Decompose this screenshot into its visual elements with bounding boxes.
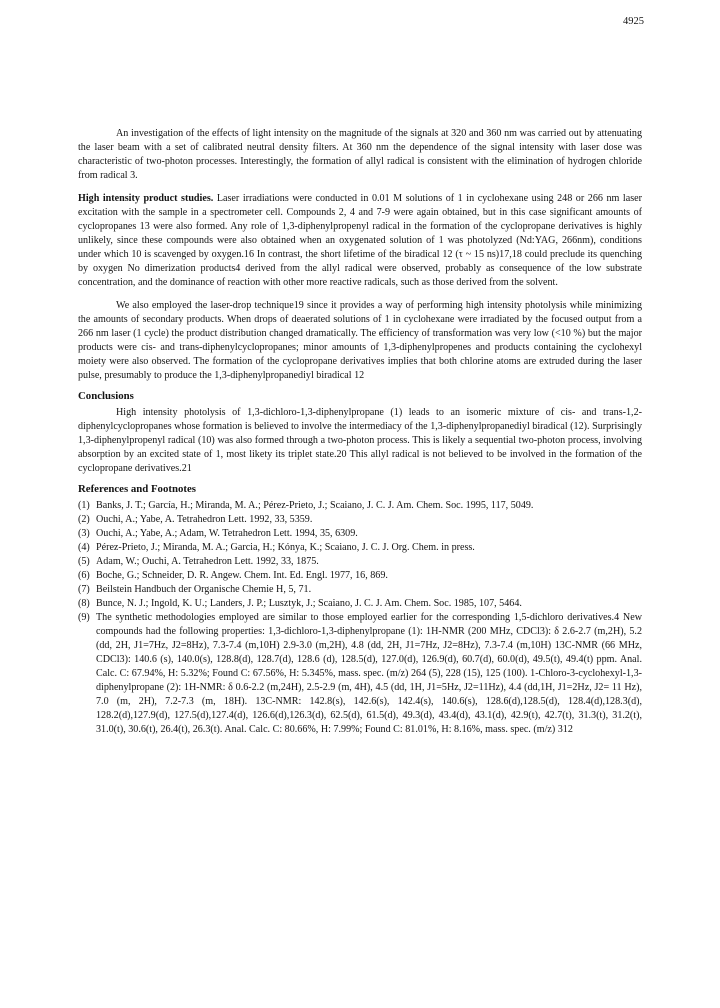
section-heading-high-intensity: High intensity product studies.	[78, 193, 214, 204]
reference-number: (3)	[78, 528, 90, 539]
reference-text: Bunce, N. J.; Ingold, K. U.; Landers, J. P.; Lusztyk, J.; Scaiano, J. C. J. Am. Chem. Soc. 1985, 107, 5464.	[96, 598, 522, 609]
paragraph-laser-drop: We also employed the laser-drop technique19 since it provides a way of performing high intensity photolysis while minimizing the amounts of secondary products. When drops of deaerated solutions of 1 in cyclohexane were irradiated by the focused output from a 266 nm laser (1 cycle) the product distribution changed dramatically. The efficiency of transformation was very low (<10 %) but the major products were cis- and trans-diphenylcyclopropanes; minor amounts of 1,3-diphenylpropenes and products containing the cyclohexyl moiety were also observed. The formation of the cyclopropane derivatives implies that both chlorine atoms are extruded during the laser pulse, presumably to produce the 1,3-diphenylpropanediyl biradical 12	[78, 300, 642, 381]
reference-number: (7)	[78, 584, 90, 595]
reference-text: Adam, W.; Ouchi, A. Tetrahedron Lett. 1992, 33, 1875.	[96, 556, 319, 567]
conclusions-heading: Conclusions	[78, 390, 134, 402]
reference-item	[78, 499, 642, 513]
reference-item	[78, 541, 642, 555]
reference-number: (6)	[78, 570, 90, 581]
page-number: 4925	[623, 16, 644, 27]
reference-number: (2)	[78, 514, 90, 525]
page-body	[78, 127, 642, 737]
reference-number: (1)	[78, 500, 90, 511]
reference-item	[78, 569, 642, 583]
reference-item	[78, 513, 642, 527]
references-heading: References and Footnotes	[78, 483, 196, 495]
reference-text: Boche, G.; Schneider, D. R. Angew. Chem. Int. Ed. Engl. 1977, 16, 869.	[96, 570, 388, 581]
paragraph-high-intensity-text: Laser irradiations were conducted in 0.01 M solutions of 1 in cyclohexane using 248 or 266 nm laser excitation with the sample in a spectrometer cell. Compounds 2, 4 and 7-9 were again obtained, but in this case significant amounts of cyclopropanes 13 were also formed. Any role of 1,3-diphenylpropenyl radical in the formation of the cyclopropane derivatives is highly unlikely, since these compounds were also obtained when an oxygenated solution of 1 was photolyzed (Nd:YAG, 266nm), conditions under which 10 is scavenged by oxygen.16 In contrast, the short lifetime of the biradical 12 (τ ~ 15 ns)17,18 could preclude its quenching by oxygen No dimerization products4 derived from the allyl radical were observed, probably as consequence of the low substrate concentration, and the dominance of reaction with other more reactive radicals, such as those derived from the solvent.	[78, 193, 642, 288]
reference-text: Ouchi, A.; Yabe, A. Tetrahedron Lett. 1992, 33, 5359.	[96, 514, 313, 525]
reference-number: (8)	[78, 598, 90, 609]
reference-text: Beilstein Handbuch der Organische Chemie H, 5, 71.	[96, 584, 312, 595]
reference-item	[78, 583, 642, 597]
paragraph-conclusions: High intensity photolysis of 1,3-dichloro-1,3-diphenylpropane (1) leads to an isomeric mixture of cis- and trans-1,2-diphenylcyclopropanes whose formation is believed to involve the intermediacy of the 1,3-diphenylpropanediyl biradical (12). Surprisingly 1,3-diphenylpropenyl radical (10) was also formed through a two-photon process. This is likely a sequential two-photon process, involving absorption by an excited state of 1, most likety its triplet state.20 This allyl radical is not believed to be involved in the formation of the cyclopropane derivatives.21	[78, 407, 642, 474]
reference-text: Pérez-Prieto, J.; Miranda, M. A.; Garcia, H.; Kónya, K.; Scaiano, J. C. J. Org. Chem. in press.	[96, 542, 475, 553]
reference-item	[78, 555, 642, 569]
reference-number: (9)	[78, 612, 90, 623]
paragraph-high-intensity	[78, 192, 642, 290]
paragraph-light-intensity: An investigation of the effects of light intensity on the magnitude of the signals at 320 and 360 nm was carried out by attenuating the laser beam with a set of calibrated neutral density filters. At 360 nm the dependence of the signal intensity with laser dose was characteristic of two-photon processes. Interestingly, the formation of allyl radical is consistent with the elimination of hydrogen chloride from radical 3.	[78, 128, 642, 181]
reference-list	[78, 499, 642, 737]
reference-number: (4)	[78, 542, 90, 553]
reference-item	[78, 611, 642, 737]
reference-text: Ouchi, A.; Yabe, A.; Adam, W. Tetrahedron Lett. 1994, 35, 6309.	[96, 528, 358, 539]
reference-item	[78, 597, 642, 611]
reference-item	[78, 527, 642, 541]
reference-text: Banks, J. T.; García, H.; Miranda, M. A.; Pérez-Prieto, J.; Scaiano, J. C. J. Am. Chem. Soc. 1995, 117, 5049.	[96, 500, 534, 511]
reference-number: (5)	[78, 556, 90, 567]
reference-text: The synthetic methodologies employed are similar to those employed earlier for the corresponding 1,5-dichloro derivatives.4 New compounds had the following properties: 1,3-dichloro-1,3-diphenylpropane (1): 1H-NMR (200 MHz, CDCl3): δ 2.6-2.7 (m,2H), 5.2 (dd, 2H, J1=7Hz, J2=8Hz), 7.3-7.4 (m,10H) 2.9-3.0 (m,2H), 4.8 (dd, 2H, J1=7Hz, J2=8Hz), 7.3-7.4 (m,10H) 13C-NMR (66 MHz, CDCl3): 140.6 (s), 140.0(s), 128.8(d), 128.7(d), 128.6 (d), 128.5(d), 127.0(d), 126.9(d), 60.7(d), 60.0(d), 49.5(t), 49.4(t) ppm. Anal. Calc. C: 67.94%, H: 5.32%; Found C: 67.56%, H: 5.345%, mass. spec. (m/z) 264 (5), 228 (15), 125 (100). 1-Chloro-3-cyclohexyl-1,3-diphenylpropane (2): 1H-NMR: δ 0.6-2.2 (m,24H), 2.5-2.9 (m, 4H), 4.5 (dd, 1H, J1=5Hz, J2=11Hz), 4.4 (dd,1H, J1=2Hz, J2= 11 Hz), 7.0 (m, 2H), 7.2-7.3 (m, 18H). 13C-NMR: 142.8(s), 142.6(s), 142.4(s), 140.6(s), 128.6(d),128.5(d), 128.4(d),128.3(d), 128.2(d),127.9(d), 127.5(d),127.4(d), 126.6(d),126.3(d), 62.5(d), 61.5(d), 49.3(d), 43.4(d), 43.1(d), 42.9(t), 42.7(t), 31.3(t), 31.2(t), 31.0(t), 30.6(t), 26.4(t), 26.3(t). Anal. Calc. C: 80.66%, H: 7.99%; Found C: 81.01%, H: 8.16%, mass. spec. (m/z) 312	[96, 612, 642, 735]
